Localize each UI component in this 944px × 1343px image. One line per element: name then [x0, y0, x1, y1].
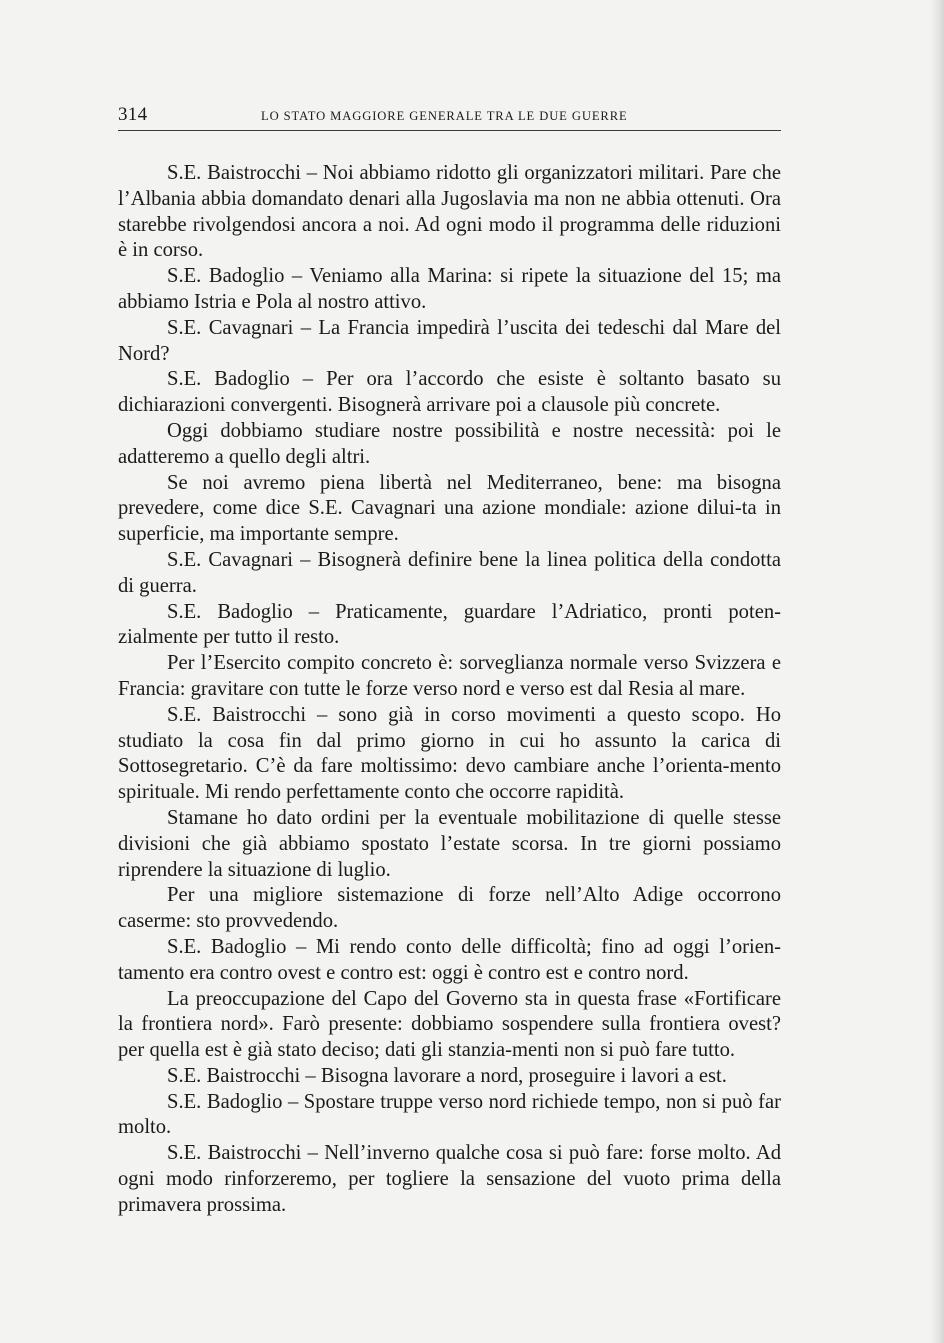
paragraph-cavagnari-francia: S.E. Cavagnari – La Francia impedirà l’uscita dei tedeschi dal Mare del Nord? [118, 316, 781, 365]
body-text [118, 161, 781, 1219]
page-number: 314 [118, 104, 148, 125]
paragraph-baistrocchi-albania: S.E. Baistrocchi – Noi abbiamo ridotto gli organizzatori militari. Pare che l’Albania abbia domandato denari alla Jugoslavia ma non ne abbia ottenuti. Ora starebbe rivolgendosi ancora a noi. Ad ogni modo il programma delle riduzioni è in corso. [118, 162, 781, 262]
paragraph-baistrocchi-inverno: S.E. Baistrocchi – Nell’inverno qualche cosa si può fare: forse molto. Ad ogni modo rinforzeremo, per togliere la sensazione del vuoto prima della primavera prossima. [118, 1142, 781, 1216]
paragraph-badoglio-marina: S.E. Badoglio – Veniamo alla Marina: si ripete la situazione del 15; ma abbiamo Istria e Pola al nostro attivo. [118, 265, 781, 313]
paragraph-badoglio-adriatico: S.E. Badoglio – Praticamente, guardare l’Adriatico, pronti poten-zialmente per tutto il resto. [118, 600, 781, 649]
paragraph-capo-del-governo: La preoccupazione del Capo del Governo sta in questa frase «Fortificare la frontiera nord». Farò presente: dobbiamo sospendere sulla frontiera ovest? per quella est è già stato deciso; dati gli stanzia-menti non si può fare tutto. [118, 987, 781, 1062]
page-header [118, 104, 781, 131]
paragraph-alto-adige: Per una migliore sistemazione di forze nell’Alto Adige occorrono caserme: sto provvedendo. [118, 884, 781, 933]
page-edge-shadow [930, 0, 944, 1343]
paragraph-cavagnari-linea-politica: S.E. Cavagnari – Bisognerà definire bene la linea politica della condotta di guerra. [118, 548, 781, 597]
paragraph-mediterraneo: Se noi avremo piena libertà nel Mediterraneo, bene: ma bisogna prevedere, come dice S.E. Cavagnari una azione mondiale: azione dilui-ta in superficie, ma importante sempre. [118, 471, 781, 546]
paragraph-badoglio-difficolta: S.E. Badoglio – Mi rendo conto delle difficoltà; fino ad oggi l’orien-tamento era contro ovest e contro est: oggi è contro est e contro nord. [118, 935, 781, 984]
paragraph-badoglio-accordo: S.E. Badoglio – Per ora l’accordo che esiste è soltanto basato su dichiarazioni convergenti. Bisognerà arrivare poi a clausole più concrete. [118, 368, 781, 417]
paragraph-badoglio-truppe: S.E. Badoglio – Spostare truppe verso nord richiede tempo, non si può far molto. [118, 1090, 781, 1139]
paragraph-possibilita: Oggi dobbiamo studiare nostre possibilità e nostre necessità: poi le adatteremo a quello degli altri. [118, 419, 781, 468]
paragraph-mobilitazione: Stamane ho dato ordini per la eventuale mobilitazione di quelle stesse divisioni che già abbiamo spostato l’estate scorsa. In tre giorni possiamo riprendere la situazione di luglio. [118, 806, 781, 881]
paragraph-baistrocchi-movimenti: S.E. Baistrocchi – sono già in corso movimenti a questo scopo. Ho studiato la cosa fin dal primo giorno in cui ho assunto la carica di Sottosegretario. C’è da fare moltissimo: devo cambiare anche l’orienta-mento spirituale. Mi rendo perfettamente conto che occorre rapidità. [118, 703, 781, 804]
paragraph-esercito: Per l’Esercito compito concreto è: sorveglianza normale verso Svizzera e Francia: gravitare con tutte le forze verso nord e verso est dal Resia al mare. [118, 652, 781, 700]
paragraph-baistrocchi-lavori: S.E. Baistrocchi – Bisogna lavorare a nord, proseguire i lavori a est. [167, 1064, 727, 1087]
running-title: LO STATO MAGGIORE GENERALE TRA LE DUE GUERRE [261, 109, 628, 123]
